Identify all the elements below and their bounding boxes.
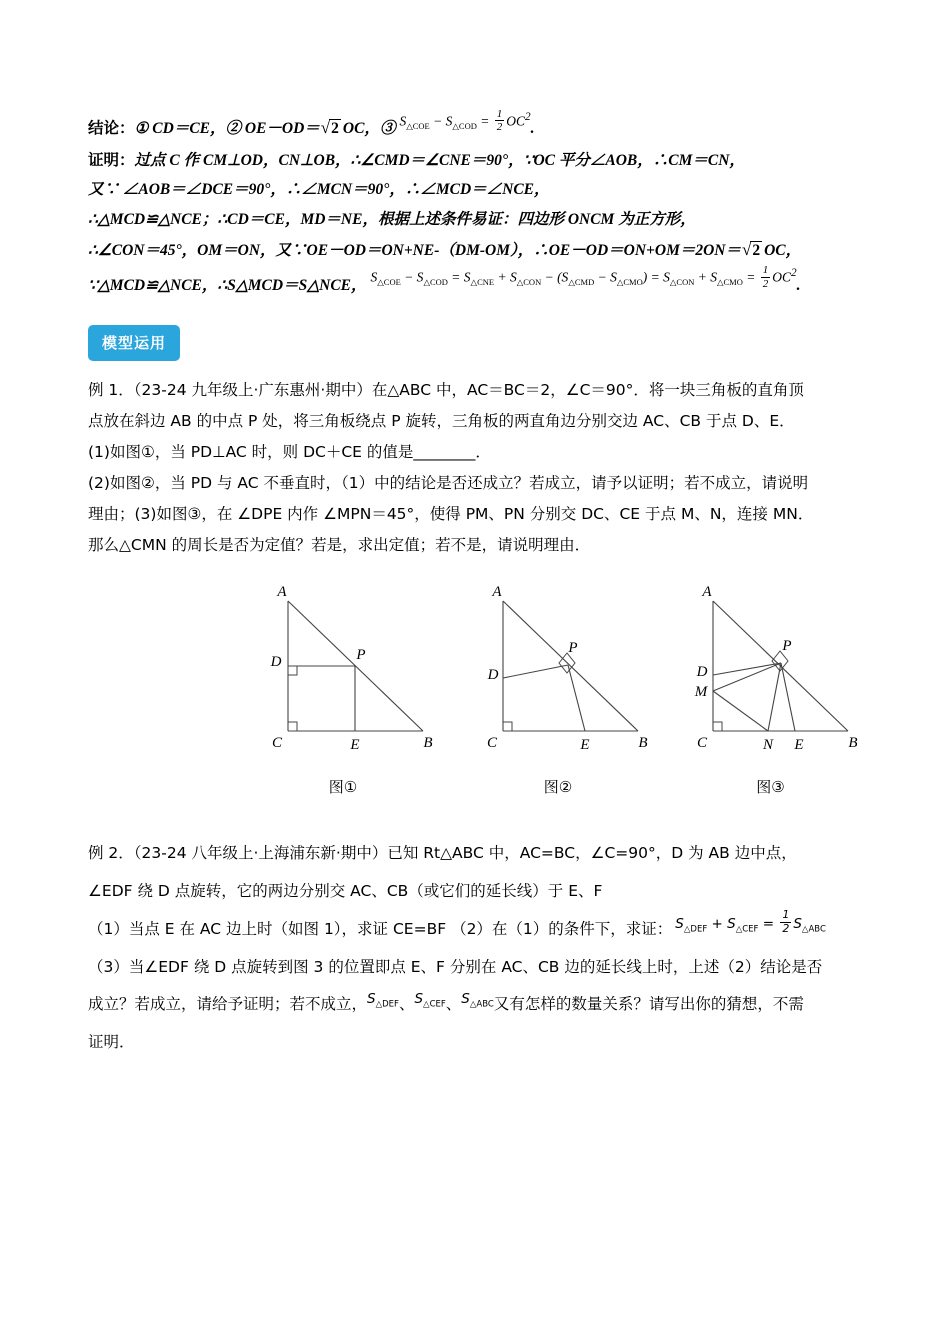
example2-line-4: （3）当∠EDF 绕 D 点旋转到图 3 的位置即点 E、F 分别在 AC、CB 边的延长线上时，上述（2）结论是否 xyxy=(88,957,823,976)
figure-1-label-A: A xyxy=(277,583,287,600)
figure-3-caption: 图③ xyxy=(756,777,785,796)
proof-period-5: . xyxy=(796,277,801,295)
proof-text-1: 过点 C 作 CM⊥OD，CN⊥OB，∴∠CMD＝∠CNE＝90°，∵OC 平分∠AOB，∴CM＝CN， xyxy=(134,151,745,169)
example2-line-5-text-a: 成立？若成立，请给予证明；若不成立， xyxy=(88,995,368,1014)
example1-line-6: 那么△CMN 的周长是否为定值？若是，求出定值；若不是，请说明理由． xyxy=(88,535,591,554)
proof-line-3: ∴△MCD≌△NCE；∴CD＝CE，MD＝NE，根据上述条件易证：四边形 ONCM 为正方形， xyxy=(88,210,696,228)
figure-2-svg xyxy=(463,583,653,773)
example2-line-3 xyxy=(88,908,863,949)
conclusion-period: . xyxy=(530,120,535,137)
figure-1-caption: 图① xyxy=(328,777,358,796)
figure-1-label-E: E xyxy=(350,736,360,753)
conclusion-label: 结论： xyxy=(88,119,135,137)
example2-line-1: 例 2．（23-24 八年级上·上海浦东新·期中）已知 Rt△ABC 中，AC=BC，∠C=90°，D 为 AB 边中点， xyxy=(88,843,797,862)
conclusion-item-3-formula: $S_{\triangle COE} - S_{\triangle COD}$ = $\frac{1}{2}$ $OC^2$ xyxy=(399,107,531,134)
figure-1-label-C: C xyxy=(271,734,283,751)
example2-formula-1: $S_{\triangle DEF} + S_{\triangle CEF}$ = $\frac{1}{2}$ $S_{\triangle ABC}$ xyxy=(675,908,826,936)
sqrt-symbol: √2 xyxy=(320,118,339,137)
example1-line-5: 理由；(3)如图③，在 ∠DPE 内作 ∠MPN＝45°，使得 PM、PN 分别交 DC、CE 于点 M、N，连接 MN． xyxy=(88,504,814,523)
figure-1 xyxy=(248,583,438,797)
example1-line-3: (1)如图①，当 PD⊥AC 时，则 DC＋CE 的值是________． xyxy=(88,442,491,461)
example1-heading: 例 1．（23-24 九年级上·广东惠州·期中）在△ABC 中，AC＝BC＝2，∠C＝90°．将一块三角板的直角顶 xyxy=(88,380,804,399)
example1-line-4: (2)如图②，当 PD 与 AC 不垂直时，（1）中的结论是否还成立？若成立，请予以证明；若不成立，请说明 xyxy=(88,473,809,492)
example2-line-6: 证明． xyxy=(88,1033,135,1052)
example1-line-2: 点放在斜边 AB 的中点 P 处，将三角板绕点 P 旋转，三角板的两直角边分别交边 AC、CB 于点 D、E． xyxy=(88,411,795,430)
figure-2-label-A: A xyxy=(492,583,502,600)
conclusion-item-3-mark: ③ xyxy=(379,120,396,137)
figure-3-label-P: P xyxy=(782,637,792,654)
figure-2-label-B: B xyxy=(638,734,648,751)
example2-line-5-text-b: 又有怎样的数量关系？请写出你的猜想，不需 xyxy=(493,995,804,1014)
example2-sep-1: 、 xyxy=(398,995,415,1014)
example2-formula-4: $S_{\triangle ABC}$ xyxy=(461,991,494,1011)
example2-sep-2: 、 xyxy=(445,995,462,1014)
proof-formula-5: $S_{\triangle COE} - S_{\triangle COD} = S_{\triangle CNE} + S_{\triangle CON} - (S_{\triangle CMD} - S_{\triangle CMO}) = S_{\triangle CON} + S_{\triangle CMO}$ = $\frac{1}{2}$ $OC^2$ xyxy=(370,264,797,290)
proof-text-4a: ∴∠CON＝45°，OM＝ON，又∵OE－OD＝ON+NE-（DM-OM），∴OE－OD＝ON+OM＝2ON＝ xyxy=(88,242,741,259)
example2-formula-2: $S_{\triangle DEF}$ xyxy=(367,991,399,1011)
proof-text-5a: ∵△MCD≌△NCE，∴S△MCD＝S△NCE， xyxy=(88,277,367,295)
figure-1-svg xyxy=(248,583,438,773)
figure-3-label-M: M xyxy=(694,683,708,700)
figure-3-label-N: N xyxy=(762,736,774,753)
proof-line-2: 又∵ ∠AOB＝∠DCE＝90°，∴∠MCN＝90°，∴∠MCD＝∠NCE， xyxy=(88,181,550,199)
figure-2-caption: 图② xyxy=(543,777,573,796)
conclusion-item-1: ① CD＝CE， xyxy=(134,120,226,137)
proof-text-4b: OC， xyxy=(764,242,802,259)
figure-3-label-C: C xyxy=(696,734,708,751)
figure-3 xyxy=(673,583,868,797)
example2-formula-3: $S_{\triangle CEF}$ xyxy=(414,991,446,1011)
proof-line-1 xyxy=(88,146,863,175)
figure-3-label-D: D xyxy=(696,663,708,680)
example2-line-2: ∠EDF 绕 D 点旋转，它的两边分别交 AC、CB（或它们的延长线）于 E、F xyxy=(88,881,603,900)
sqrt-symbol-2: √2 xyxy=(742,240,761,259)
figure-3-label-E: E xyxy=(794,736,804,753)
conclusion-item-2-suffix: OC， xyxy=(342,120,380,137)
conclusion-item-2-prefix: ② OE－OD＝ xyxy=(225,120,320,137)
section-badge-wrap xyxy=(88,325,863,361)
figure-1-label-D: D xyxy=(270,653,282,670)
figure-3-label-B: B xyxy=(848,734,858,751)
example2-line-5 xyxy=(88,986,863,1024)
figure-3-label-A: A xyxy=(702,583,712,600)
figure-2-label-P: P xyxy=(568,639,578,656)
figure-3-svg xyxy=(673,583,868,773)
proof-line-5 xyxy=(88,266,863,306)
conclusion-line xyxy=(88,107,863,146)
document-content xyxy=(88,107,863,1062)
section-badge: 模型运用 xyxy=(88,325,180,361)
proof-label: 证明： xyxy=(88,150,135,169)
figure-group xyxy=(88,583,863,813)
figure-2 xyxy=(463,583,653,797)
figure-2-label-D: D xyxy=(487,666,499,683)
figure-2-label-E: E xyxy=(580,736,590,753)
example2-line-3-text: （1）当点 E 在 AC 边上时（如图 1），求证 CE=BF （2）在（1）的条件下，求证： xyxy=(88,919,673,938)
figure-2-label-C: C xyxy=(486,734,498,751)
figure-1-label-P: P xyxy=(356,646,366,663)
figure-1-label-B: B xyxy=(423,734,433,751)
